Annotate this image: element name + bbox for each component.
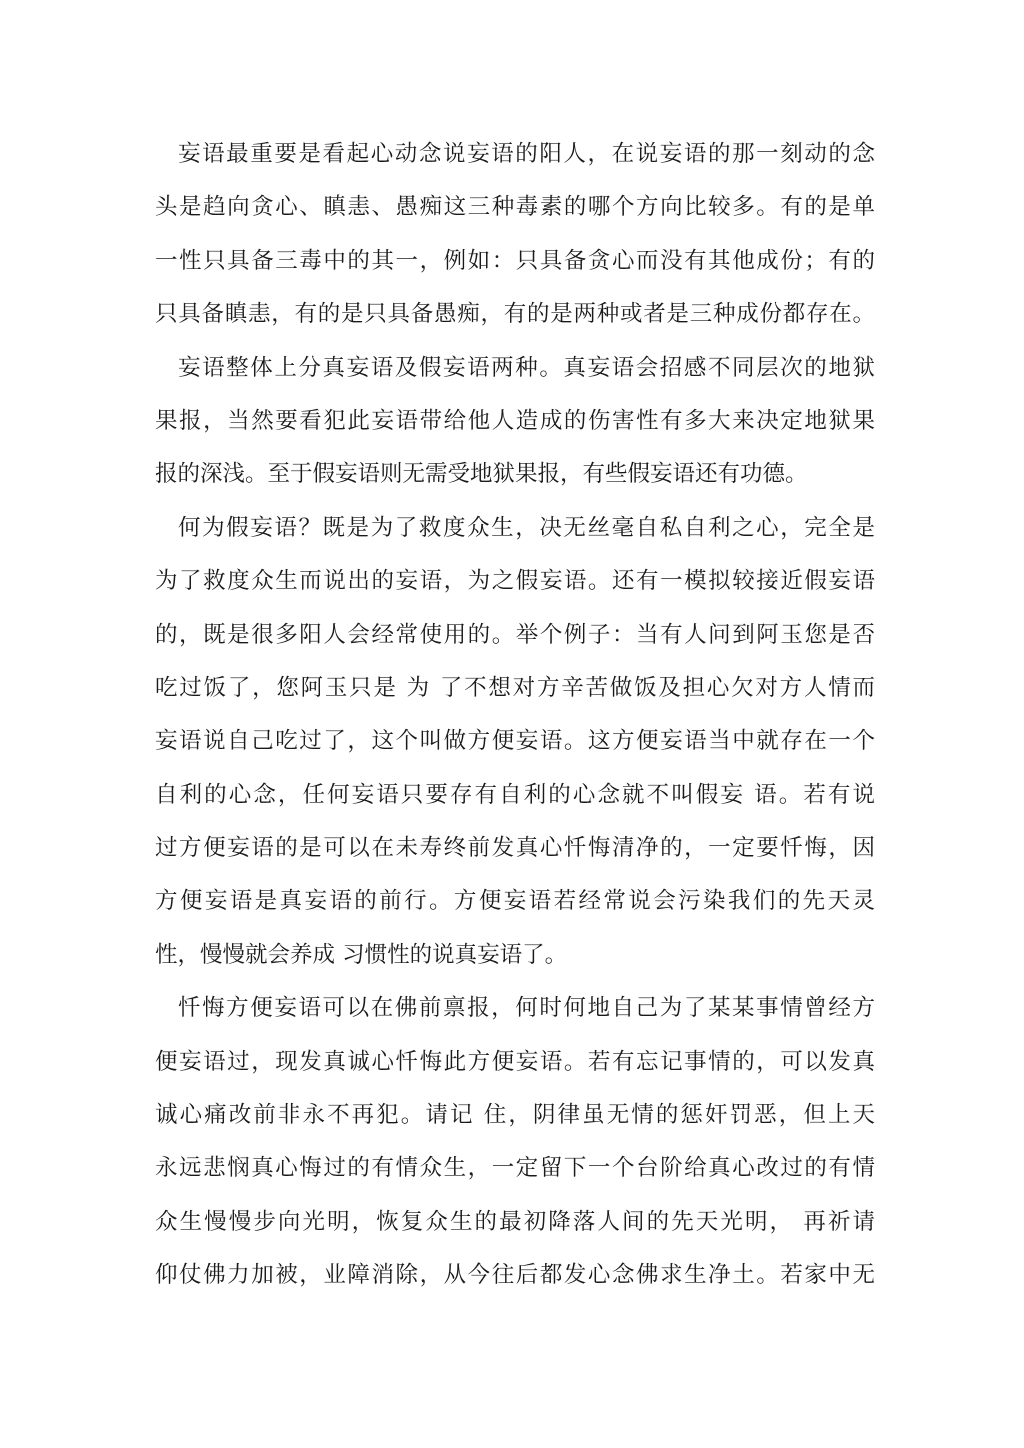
text-line: 一性只具备三毒中的其一，例如：只具备贪心而没有其他成份；有的 [155,247,875,274]
text-line: 吃过饭了，您阿玉只是 为 了不想对方辛苦做饭及担心欠对方人情而 [155,674,875,701]
text-line: 自利的心念，任何妄语只要存有自利的心念就不叫假妄 语。若有说 [155,781,875,808]
text-line: 报的深浅。至于假妄语则无需受地狱果报，有些假妄语还有功德。 [155,461,808,488]
text-line: 过方便妄语的是可以在未寿终前发真心忏悔清净的，一定要忏悔，因 [155,835,875,862]
text-line: 妄语说自己吃过了，这个叫做方便妄语。这方便妄语当中就存在一个 [155,728,875,755]
text-line: 的，既是很多阳人会经常使用的。举个例子：当有人问到阿玉您是否 [155,621,875,648]
text-line: 为了救度众生而说出的妄语，为之假妄语。还有一模拟较接近假妄语 [155,568,875,595]
text-line: 性，慢慢就会养成 习惯性的说真妄语了。 [155,941,568,968]
text-line: 众生慢慢步向光明，恢复众生的最初降落人间的先天光明， 再祈请 [155,1208,875,1235]
text-line: 永远悲悯真心悔过的有情众生，一定留下一个台阶给真心改过的有情 [155,1155,875,1182]
text-line: 妄语整体上分真妄语及假妄语两种。真妄语会招感不同层次的地狱 [178,354,875,381]
text-line: 果报，当然要看犯此妄语带给他人造成的伤害性有多大来决定地狱果 [155,407,875,434]
text-line: 方便妄语是真妄语的前行。方便妄语若经常说会污染我们的先天灵 [155,888,875,915]
text-line: 便妄语过，现发真诚心忏悔此方便妄语。若有忘记事情的，可以发真 [155,1048,875,1075]
text-line: 头是趋向贪心、瞋恚、愚痴这三种毒素的哪个方向比较多。有的是单 [155,194,875,221]
text-line: 忏悔方便妄语可以在佛前禀报，何时何地自己为了某某事情曾经方 [178,995,875,1022]
text-line: 何为假妄语？既是为了救度众生，决无丝毫自私自利之心，完全是 [178,514,875,541]
text-line: 只具备瞋恚，有的是只具备愚痴，有的是两种或者是三种成份都存在。 [155,301,875,328]
document-body [155,128,875,1303]
text-line: 妄语最重要是看起心动念说妄语的阳人，在说妄语的那一刻动的念 [178,141,875,167]
text-line: 诚心痛改前非永不再犯。请记 住，阴律虽无情的惩奸罚恶，但上天 [155,1102,875,1129]
text-line: 仰仗佛力加被，业障消除，从今往后都发心念佛求生净土。若家中无 [155,1262,875,1289]
